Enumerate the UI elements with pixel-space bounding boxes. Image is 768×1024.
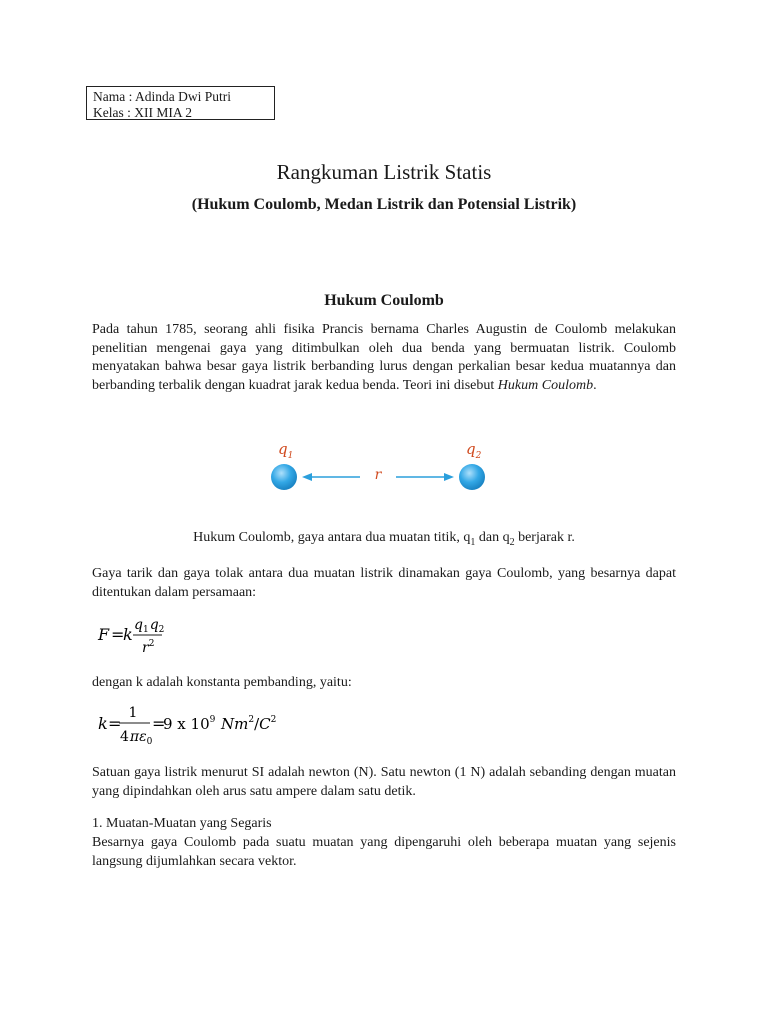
paragraph-muatan-segaris: Besarnya gaya Coulomb pada suatu muatan yang dipengaruhi oleh beberapa muatan yang sejenis langsung dijumlahkan secara vektor. [92, 835, 676, 869]
document-subtitle: (Hukum Coulomb, Medan Listrik dan Potensial Listrik) [191, 196, 577, 213]
eq1-k: k [123, 625, 133, 644]
eq2-value: 9 x $10^9$ [163, 715, 216, 733]
eq1-equals: = [111, 625, 125, 644]
paragraph-intro [92, 321, 676, 395]
eq2-numerator: 1 [128, 705, 138, 721]
paragraph-intro-end: . [593, 377, 597, 393]
paragraph-gaya-coulomb: Gaya tarik dan gaya tolak antara dua muatan listrik dinamakan gaya Coulomb, yang besarnya dapat ditentukan dalam persamaan: [92, 566, 676, 600]
arrow-left-head [302, 473, 312, 481]
eq2-rhs-equals: = [152, 714, 166, 733]
distance-r-label: r [374, 467, 382, 483]
equation-constant-k [96, 700, 296, 748]
eq1-denominator: $r^2$ [142, 639, 155, 656]
eq2-equals: = [108, 714, 122, 733]
eq2-denominator: $4\pi\varepsilon_0$ [120, 729, 153, 747]
coulomb-diagram [250, 432, 510, 502]
paragraph-intro-text: Pada tahun 1785, seorang ahli fisika Prancis bernama Charles Augustin de Coulomb melakukan penelitian mengenai gaya yang ditimbulkan oleh dua benda yang bermuatan listrik. Coulomb menyatakan bahwa besar gaya listrik berbanding lurus dengan perkalian besar kedua muatannya dan berbanding terbalik dengan kuadrat jarak kedua benda. Teori ini disebut [92, 322, 676, 393]
document-title: Rangkuman Listrik Statis [276, 160, 492, 184]
paragraph-satuan: Satuan gaya listrik menurut SI adalah newton (N). Satu newton (1 N) adalah sebanding dengan muatan yang dipindahkan oleh arus satu ampere dalam satu detik. [92, 765, 676, 799]
eq2-lhs: k [98, 714, 108, 733]
equation-coulomb-force [96, 612, 216, 660]
eq2-unit: $Nm^2/C^2$ [221, 715, 277, 733]
list-heading-muatan-segaris: 1. Muatan-Muatan yang Segaris [92, 816, 272, 831]
charge-q1-label: $q_1$ [278, 440, 294, 461]
student-info-box [86, 86, 275, 120]
eq1-lhs: F [98, 625, 110, 644]
charge-q1 [271, 464, 297, 490]
charge-q2-label: $q_2$ [466, 440, 482, 461]
arrow-right-head [444, 473, 454, 481]
figure-caption: Hukum Coulomb, gaya antara dua muatan titik, $q_1$ dan $q_2$ berjarak r. [193, 530, 575, 548]
section-heading-hukum-coulomb: Hukum Coulomb [324, 292, 444, 309]
paragraph-intro-italic: Hukum Coulomb [497, 377, 594, 393]
paragraph-konstanta: dengan k adalah konstanta pembanding, yaitu: [92, 675, 352, 690]
student-class: Kelas : XII MIA 2 [93, 105, 192, 120]
charge-q2 [459, 464, 485, 490]
eq1-numerator: $q_1q_2$ [134, 617, 165, 635]
student-name: Nama : Adinda Dwi Putri [93, 89, 231, 104]
